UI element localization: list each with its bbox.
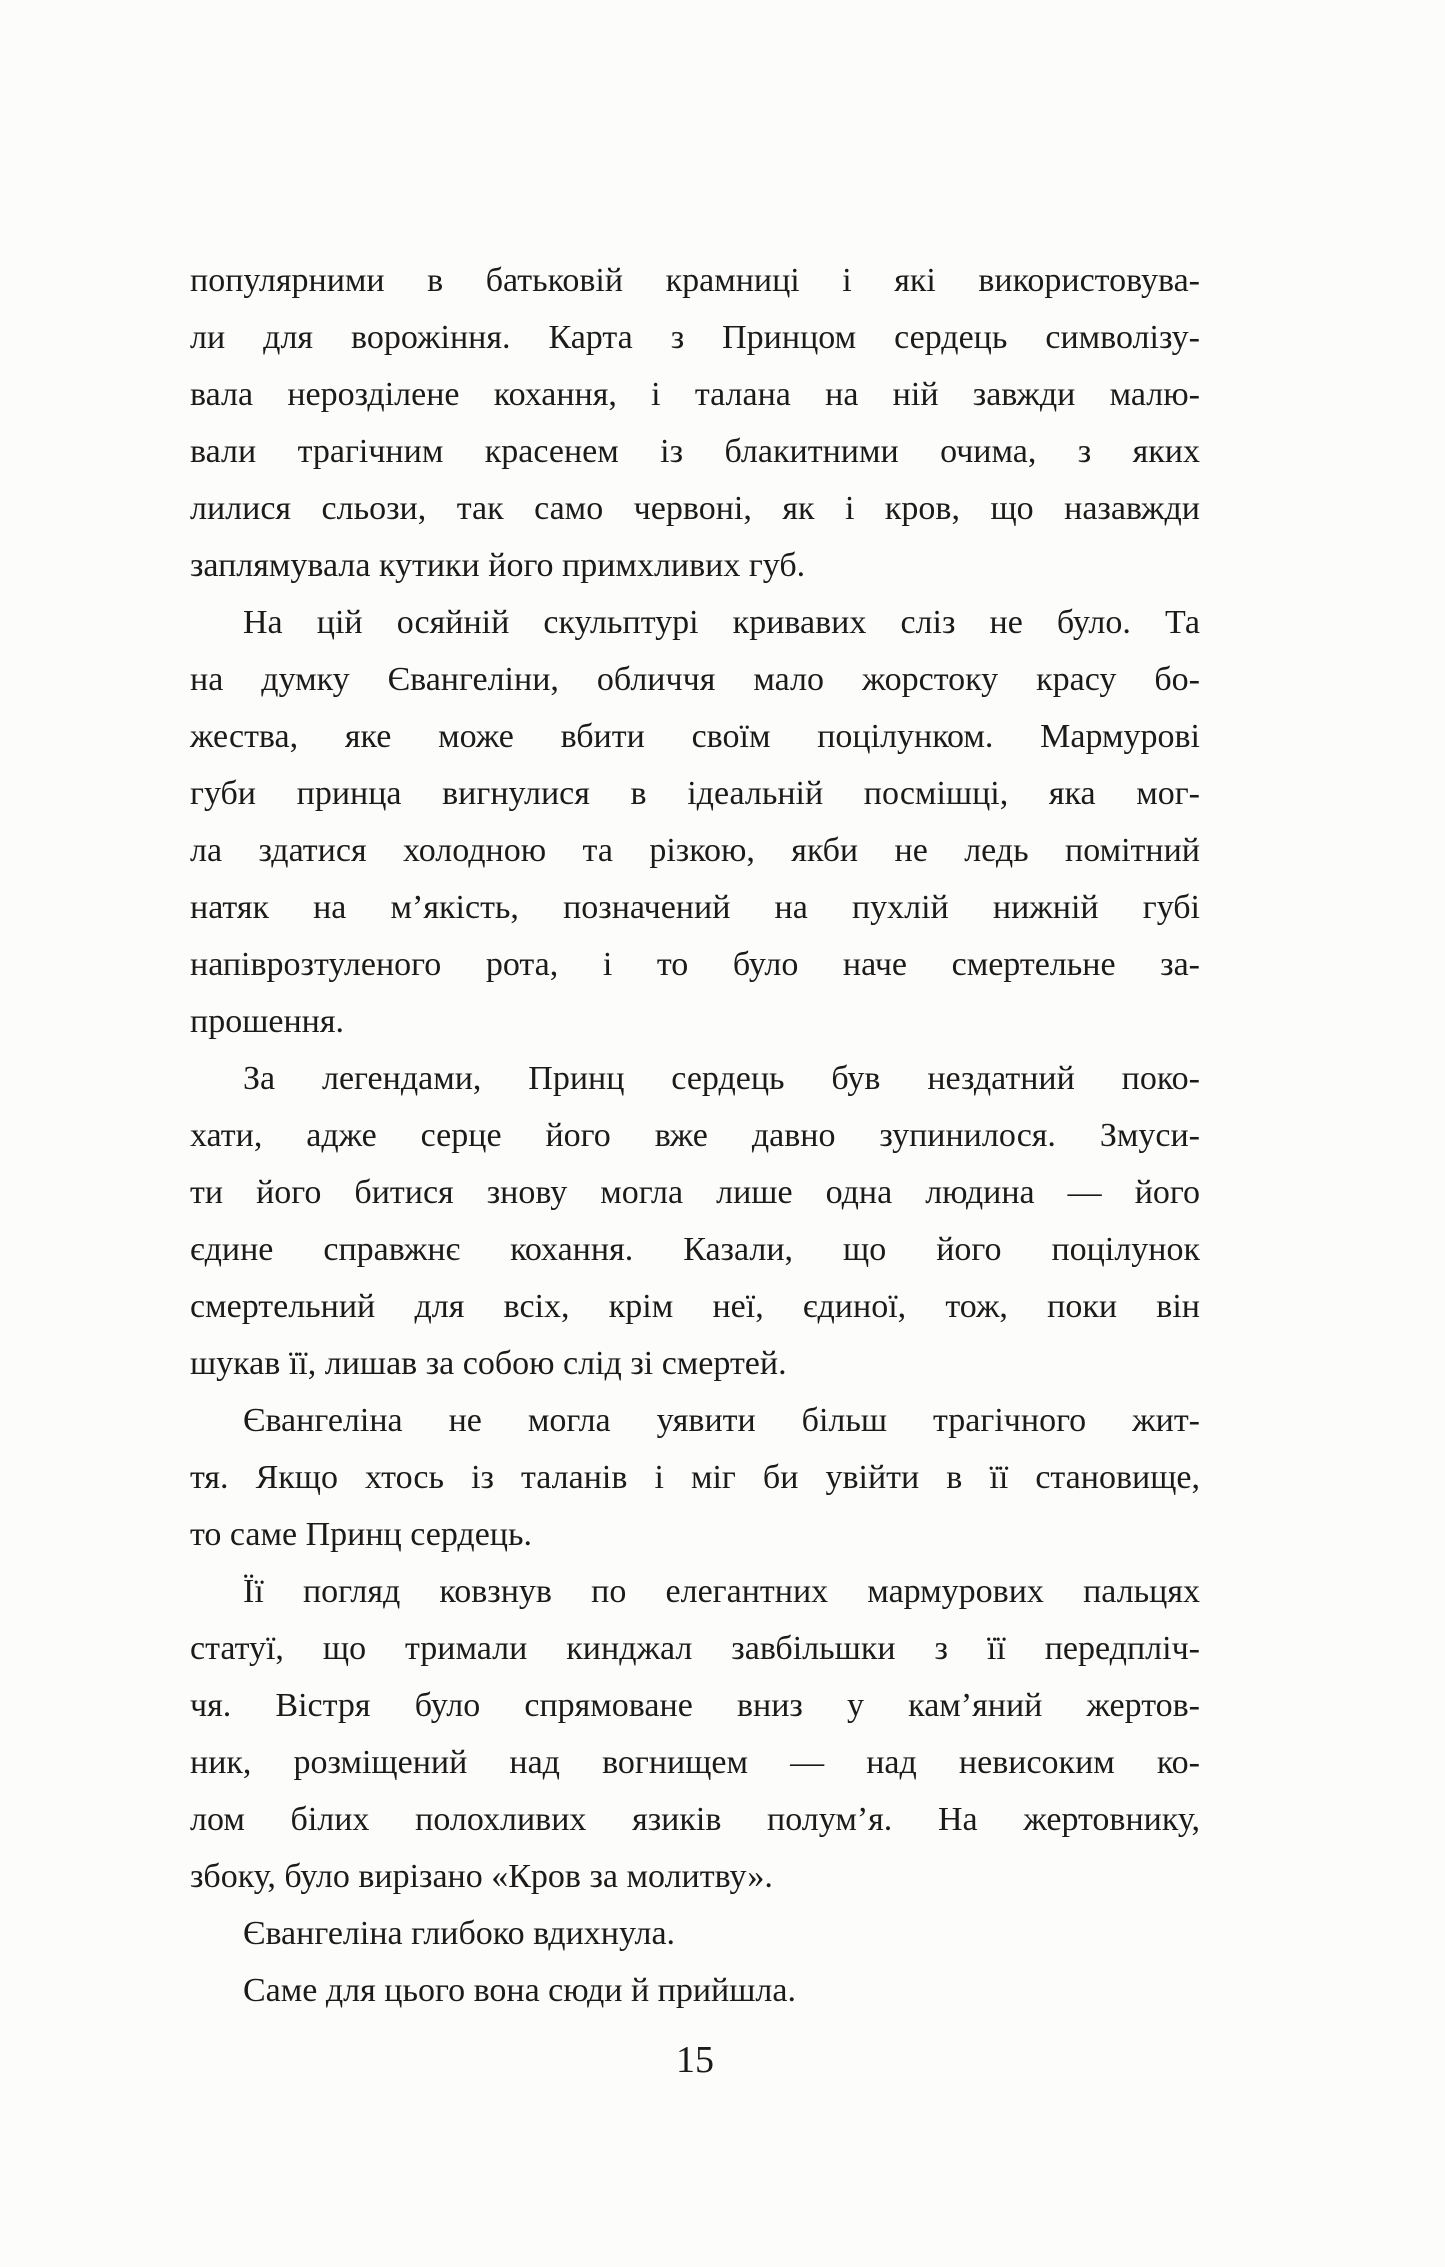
text-line: єдине справжнє кохання. Казали, що його поцілунок [190, 1231, 1200, 1268]
text-line: напіврозтуленого рота, і то було наче смертельне за- [190, 946, 1200, 983]
text-line: Її погляд ковзнув по елегантних мармурових пальцях [243, 1573, 1200, 1610]
text-line: на думку Євангеліни, обличчя мало жорстоку красу бо- [190, 661, 1200, 698]
text-line: жества, яке може вбити своїм поцілунком. Мармурові [190, 718, 1200, 755]
text-line: На цій осяйній скульптурі кривавих сліз не було. Та [243, 604, 1200, 641]
text-line: ли для ворожіння. Карта з Принцом сердець символізу- [190, 319, 1200, 356]
text-line: вали трагічним красенем із блакитними очима, з яких [190, 433, 1200, 470]
text-line: Саме для цього вона сюди й прийшла. [243, 1972, 796, 2009]
text-line: чя. Вістря було спрямоване вниз у кам’яний жертов- [190, 1687, 1200, 1724]
text-line: вала нерозділене кохання, і талана на ній завжди малю- [190, 376, 1200, 413]
text-line: популярними в батьковій крамниці і які використовува- [190, 262, 1200, 299]
text-line: За легендами, Принц сердець був нездатний поко- [243, 1060, 1200, 1097]
text-line: прошення. [190, 1003, 344, 1040]
text-line: тя. Якщо хтось із таланів і міг би увійти в її становище, [190, 1459, 1200, 1496]
text-line: губи принца вигнулися в ідеальній посмішці, яка мог- [190, 775, 1200, 812]
page-text-block [190, 252, 1200, 2019]
text-line: ник, розміщений над вогнищем — над невисоким ко- [190, 1744, 1200, 1781]
text-line: лом білих полохливих язиків полум’я. На жертовнику, [190, 1801, 1200, 1838]
text-line: натяк на м’якість, позначений на пухлій нижній губі [190, 889, 1200, 926]
text-line: Євангеліна не могла уявити більш трагічного жит- [243, 1402, 1200, 1439]
text-line: шукав її, лишав за собою слід зі смертей. [190, 1345, 787, 1382]
text-line: статуї, що тримали кинджал завбільшки з її передпліч- [190, 1630, 1200, 1667]
text-line: ла здатися холодною та різкою, якби не ледь помітний [190, 832, 1200, 869]
text-line: хати, адже серце його вже давно зупинилося. Змуси- [190, 1117, 1200, 1154]
text-line: ти його битися знову могла лише одна людина — його [190, 1174, 1200, 1211]
text-line: заплямувала кутики його примхливих губ. [190, 547, 806, 584]
text-line: Євангеліна глибоко вдихнула. [243, 1915, 676, 1952]
text-line: смертельний для всіх, крім неї, єдиної, тож, поки він [190, 1288, 1200, 1325]
text-line: то саме Принц сердець. [190, 1516, 532, 1553]
page-number: 15 [676, 2039, 714, 2081]
text-line: збоку, було вирізано «Кров за молитву». [190, 1858, 773, 1895]
text-line: лилися сльози, так само червоні, як і кров, що назавжди [190, 490, 1200, 527]
